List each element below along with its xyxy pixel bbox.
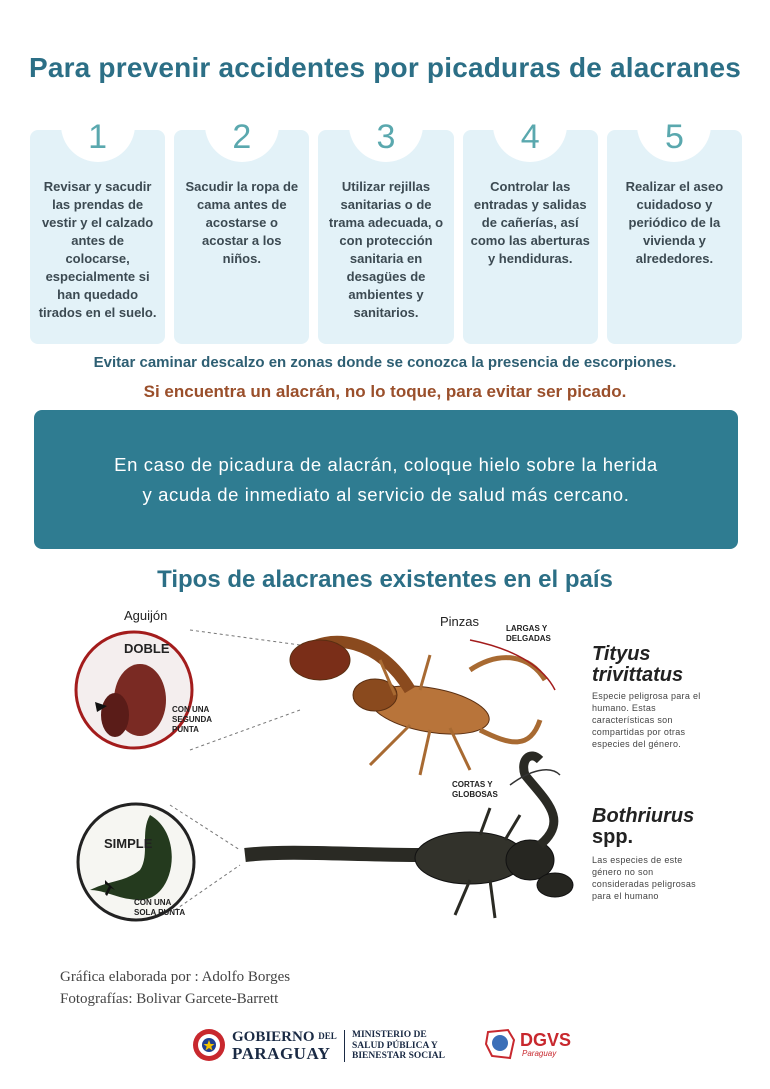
step-card-3 <box>318 118 453 344</box>
species-1-name <box>592 644 683 686</box>
prevention-steps <box>30 118 742 344</box>
gov-word: GOBIERNO <box>232 1029 315 1045</box>
footer-divider <box>344 1030 345 1062</box>
species-2-genus: Bothriurus <box>592 805 695 827</box>
ministry-line-1: MINISTERIO DE <box>352 1030 427 1040</box>
gov-line-2: PARAGUAY <box>232 1044 331 1063</box>
step-number: 4 <box>520 118 540 156</box>
dgvs-logo-icon <box>484 1026 518 1062</box>
species-2-name <box>592 806 694 848</box>
species-1-epithet: trivittatus <box>592 664 684 686</box>
step-card-4 <box>463 118 598 344</box>
warning-do-not-touch: Si encuentra un alacrán, no lo toque, para evitar ser picado. <box>143 382 627 401</box>
simple-note: CON UNA SOLA PUNTA <box>134 898 186 917</box>
step-number: 5 <box>664 118 684 156</box>
step-text: Utilizar rejillas sanitarias o de trama adecuada, o con protección sanitaria en desagües de ambientes y sanitarios. <box>328 179 444 320</box>
credits <box>60 966 290 1010</box>
dgvs-logo-subtext: Paraguay <box>522 1049 557 1058</box>
species-2-epithet: spp. <box>592 826 634 848</box>
pinzas-cortas-note: CORTAS Y GLOBOSAS <box>452 780 498 799</box>
first-aid-text <box>114 450 658 510</box>
doble-note: CON UNA SEGUNDA PUNTA <box>172 705 212 734</box>
gov-del: DEL <box>318 1031 337 1041</box>
pinzas-label: Pinzas <box>440 614 480 629</box>
credit-photos: Fotografías: Bolivar Garcete-Barrett <box>60 991 279 1007</box>
step-text: Controlar las entradas y salidas de cañerías, así como las aberturas y hendiduras. <box>470 179 590 266</box>
first-aid-banner <box>34 410 738 549</box>
doble-label: DOBLE <box>124 641 170 656</box>
ministry-line-3: BIENESTAR SOCIAL <box>352 1051 446 1061</box>
ministry-line-2: SALUD PÚBLICA Y <box>352 1040 438 1051</box>
simple-label: SIMPLE <box>104 836 153 851</box>
aguijon-label: Aguijón <box>124 608 168 623</box>
page-title: Para prevenir accidentes por picaduras de alacranes <box>28 52 742 83</box>
step-number: 1 <box>88 118 108 156</box>
step-text: Sacudir la ropa de cama antes de acostarse o acostar a los niños. <box>185 179 299 266</box>
species-1-description: Especie peligrosa para el humano. Estas características son compartidas por otras especies del género. <box>592 691 701 749</box>
species-1-genus: Tityus <box>592 643 651 665</box>
step-number: 2 <box>232 118 252 156</box>
bothriurus-scorpion-image <box>245 756 573 918</box>
step-card-1 <box>30 118 165 344</box>
credit-graphic: Gráfica elaborada por : Adolfo Borges <box>60 969 291 985</box>
step-card-5 <box>607 118 742 344</box>
pinzas-largas-note: LARGAS Y DELGADAS <box>506 624 551 643</box>
step-text: Revisar y sacudir las prendas de vestir y el calzado antes de colocarse, especialmente si han quedado tirados en el suelo. <box>38 179 157 320</box>
step-text: Realizar el aseo cuidadoso y periódico de la vivienda y alrededores. <box>625 179 724 266</box>
species-2-description: Las especies de este género no son consideradas peligrosas para el humano <box>592 855 696 901</box>
first-aid-line-1: En caso de picadura de alacrán, coloque hielo sobre la herida <box>114 453 658 475</box>
scorpion-types-title: Tipos de alacranes existentes en el país <box>157 566 613 593</box>
step-card-2 <box>174 118 309 344</box>
paraguay-shield-icon <box>190 1027 228 1063</box>
warning-barefoot: Evitar caminar descalzo en zonas donde se conozca la presencia de escorpiones. <box>93 354 677 371</box>
tityus-scorpion-image <box>290 640 545 775</box>
ministry-name <box>352 1030 445 1062</box>
dgvs-logo-text: DGVS <box>520 1030 572 1050</box>
first-aid-line-2: y acuda de inmediato al servicio de salud más cercano. <box>142 483 630 505</box>
step-number: 3 <box>376 118 396 156</box>
